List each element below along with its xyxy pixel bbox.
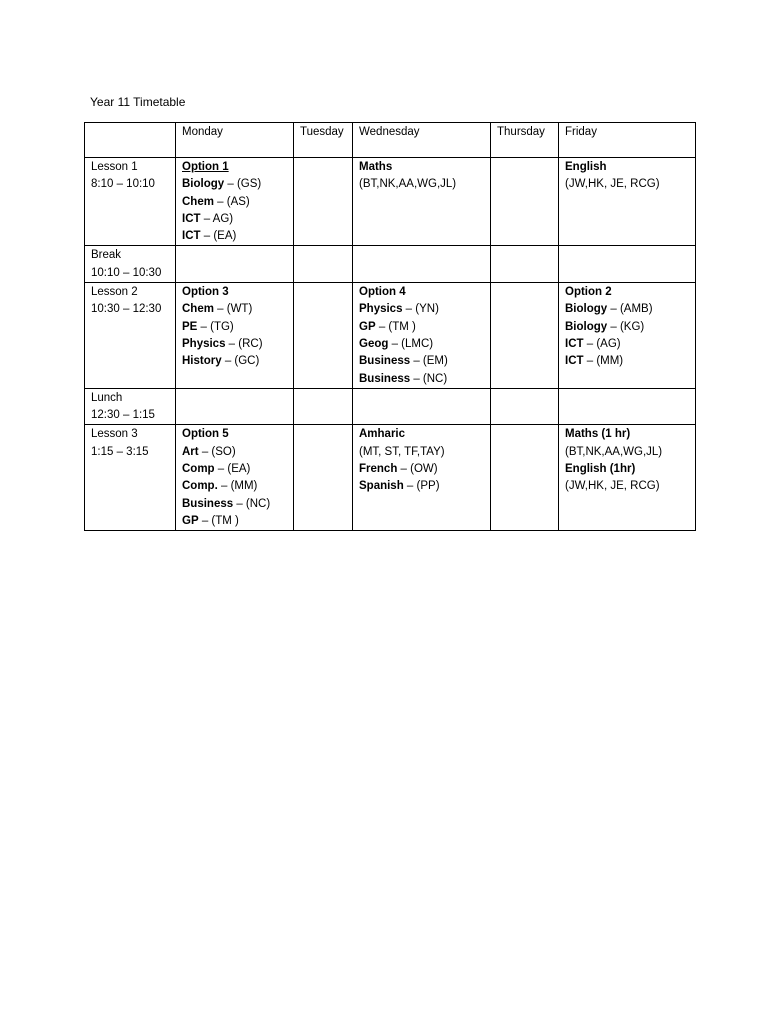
period-label-text: 8:10 – 10:10 xyxy=(91,178,155,191)
teacher-codes: – (RC) xyxy=(225,337,263,350)
subject-name: Business xyxy=(182,497,234,510)
subject-line xyxy=(182,336,293,353)
timetable xyxy=(84,122,696,531)
subject-line xyxy=(565,284,695,301)
subject-line xyxy=(359,176,490,193)
subject-name: Comp xyxy=(182,463,215,476)
header-tuesday: Tuesday xyxy=(294,123,353,158)
subject-name: Maths xyxy=(359,161,393,173)
cell-friday xyxy=(559,283,696,389)
timetable-row xyxy=(85,283,696,389)
subject-name: History xyxy=(182,355,222,368)
cell-tuesday xyxy=(294,425,353,531)
subject-name: Chem xyxy=(182,303,214,316)
cell-friday xyxy=(559,425,696,531)
cell-friday xyxy=(559,158,696,246)
cell-thursday xyxy=(491,425,559,531)
subject-name: Biology xyxy=(565,303,608,316)
subject-name: Option 4 xyxy=(359,286,406,299)
subject-line xyxy=(359,301,490,318)
header-wednesday: Wednesday xyxy=(353,123,491,158)
teacher-codes: – (OW) xyxy=(397,463,438,476)
period-label-cell xyxy=(85,246,176,283)
cell-wednesday xyxy=(353,158,491,246)
subject-name: GP xyxy=(359,320,376,333)
subject-name: Option 2 xyxy=(565,286,612,299)
teacher-codes: – (TM ) xyxy=(375,320,416,333)
header-corner-cell xyxy=(85,123,176,158)
subject-name: Option 5 xyxy=(182,428,229,441)
subject-line xyxy=(182,353,293,370)
subject-line xyxy=(359,336,490,353)
subject-name: Physics xyxy=(182,337,226,350)
subject-line xyxy=(182,496,293,513)
subject-line xyxy=(359,371,490,388)
subject-name: Maths (1 hr) xyxy=(565,428,631,441)
subject-line xyxy=(359,284,490,301)
subject-line xyxy=(565,336,695,353)
subject-line xyxy=(359,478,490,495)
cell-wednesday xyxy=(353,283,491,389)
subject-name: English (1hr) xyxy=(565,463,636,476)
subject-name: Business xyxy=(359,372,411,385)
subject-line xyxy=(565,444,695,461)
subject-line xyxy=(565,478,695,495)
cell-wednesday xyxy=(353,388,491,425)
teacher-codes: – (WT) xyxy=(213,303,253,316)
subject-line xyxy=(182,301,293,318)
cell-monday xyxy=(176,388,294,425)
subject-line xyxy=(182,461,293,478)
period-label-cell xyxy=(85,425,176,531)
teacher-codes: – (SO) xyxy=(198,445,236,458)
subject-name: Option 3 xyxy=(182,286,229,299)
teacher-codes: – (MM) xyxy=(583,355,624,368)
subject-line xyxy=(565,461,695,478)
subject-line xyxy=(182,159,293,176)
timetable-body xyxy=(85,158,696,531)
period-label-text: 1:15 – 3:15 xyxy=(91,445,149,458)
teacher-codes: (BT,NK,AA,WG,JL) xyxy=(359,178,457,191)
teacher-codes: – (NC) xyxy=(410,372,448,385)
cell-wednesday xyxy=(353,246,491,283)
cell-monday xyxy=(176,283,294,389)
period-label-text: 10:30 – 12:30 xyxy=(91,303,162,316)
teacher-codes: – (AG) xyxy=(583,337,621,350)
teacher-codes: – (YN) xyxy=(402,303,439,316)
subject-line xyxy=(182,284,293,301)
subject-line xyxy=(182,444,293,461)
teacher-codes: – (TM ) xyxy=(198,514,239,527)
subject-line xyxy=(359,461,490,478)
period-label-text: Break xyxy=(91,249,122,262)
period-label-text: 10:10 – 10:30 xyxy=(91,266,162,279)
subject-line xyxy=(182,176,293,193)
subject-line xyxy=(359,426,490,443)
subject-line xyxy=(182,194,293,211)
teacher-codes: (BT,NK,AA,WG,JL) xyxy=(565,445,663,458)
teacher-codes: – (GC) xyxy=(221,355,260,368)
teacher-codes: – (EA) xyxy=(214,463,251,476)
teacher-codes: – (GS) xyxy=(224,178,262,191)
subject-name: Biology xyxy=(565,320,608,333)
timetable-row xyxy=(85,158,696,246)
subject-line xyxy=(359,159,490,176)
subject-name: Spanish xyxy=(359,480,404,493)
cell-friday xyxy=(559,246,696,283)
teacher-codes: – (EM) xyxy=(410,355,448,368)
subject-line xyxy=(565,301,695,318)
subject-line xyxy=(182,513,293,530)
teacher-codes: – (AS) xyxy=(213,195,250,208)
timetable-row xyxy=(85,425,696,531)
subject-line xyxy=(359,319,490,336)
teacher-codes: (JW,HK, JE, RCG) xyxy=(565,480,660,493)
subject-line xyxy=(182,228,293,245)
teacher-codes: – (EA) xyxy=(200,230,237,243)
subject-line xyxy=(359,353,490,370)
header-friday: Friday xyxy=(559,123,696,158)
period-label-text: Lesson 1 xyxy=(91,161,138,173)
subject-line xyxy=(565,426,695,443)
teacher-codes: – (NC) xyxy=(233,497,271,510)
period-label-text: Lunch xyxy=(91,391,123,404)
teacher-codes: – (AMB) xyxy=(607,303,653,316)
subject-name: Physics xyxy=(359,303,403,316)
subject-line xyxy=(182,319,293,336)
cell-monday xyxy=(176,158,294,246)
subject-line xyxy=(182,211,293,228)
page-title: Year 11 Timetable xyxy=(90,95,186,109)
cell-tuesday xyxy=(294,246,353,283)
cell-wednesday xyxy=(353,425,491,531)
header-monday: Monday xyxy=(176,123,294,158)
cell-monday xyxy=(176,246,294,283)
subject-line xyxy=(565,159,695,176)
teacher-codes: (JW,HK, JE, RCG) xyxy=(565,178,660,191)
cell-tuesday xyxy=(294,283,353,389)
teacher-codes: (MT, ST, TF,TAY) xyxy=(359,445,445,458)
timetable-row xyxy=(85,388,696,425)
subject-name: Business xyxy=(359,355,411,368)
teacher-codes: – (MM) xyxy=(217,480,258,493)
cell-thursday xyxy=(491,158,559,246)
subject-name: ICT xyxy=(182,212,201,225)
period-label-cell xyxy=(85,283,176,389)
subject-name: Biology xyxy=(182,178,225,191)
subject-line xyxy=(182,426,293,443)
subject-name: Geog xyxy=(359,337,389,350)
subject-name: Option 1 xyxy=(182,161,229,173)
teacher-codes: – (LMC) xyxy=(388,337,434,350)
subject-name: Comp. xyxy=(182,480,218,493)
subject-line xyxy=(565,176,695,193)
subject-line xyxy=(182,478,293,495)
cell-friday xyxy=(559,388,696,425)
subject-line xyxy=(565,353,695,370)
cell-thursday xyxy=(491,388,559,425)
subject-name: Amharic xyxy=(359,428,406,441)
cell-thursday xyxy=(491,283,559,389)
period-label-cell xyxy=(85,158,176,246)
teacher-codes: – (PP) xyxy=(403,480,440,493)
teacher-codes: – (TG) xyxy=(197,320,234,333)
cell-tuesday xyxy=(294,388,353,425)
subject-name: GP xyxy=(182,514,199,527)
cell-monday xyxy=(176,425,294,531)
period-label-text: 12:30 – 1:15 xyxy=(91,409,155,422)
period-label-text: Lesson 2 xyxy=(91,286,138,299)
cell-thursday xyxy=(491,246,559,283)
subject-name: ICT xyxy=(565,355,584,368)
subject-name: ICT xyxy=(565,337,584,350)
subject-line xyxy=(359,444,490,461)
subject-name: ICT xyxy=(182,230,201,243)
subject-name: French xyxy=(359,463,398,476)
subject-name: Chem xyxy=(182,195,214,208)
subject-name: English xyxy=(565,161,607,173)
timetable-row xyxy=(85,246,696,283)
period-label-text: Lesson 3 xyxy=(91,428,138,441)
teacher-codes: – (KG) xyxy=(607,320,645,333)
subject-line xyxy=(565,319,695,336)
teacher-codes: – AG) xyxy=(200,212,234,225)
period-label-cell xyxy=(85,388,176,425)
subject-name: Art xyxy=(182,445,199,458)
cell-tuesday xyxy=(294,158,353,246)
subject-name: PE xyxy=(182,320,198,333)
header-thursday: Thursday xyxy=(491,123,559,158)
